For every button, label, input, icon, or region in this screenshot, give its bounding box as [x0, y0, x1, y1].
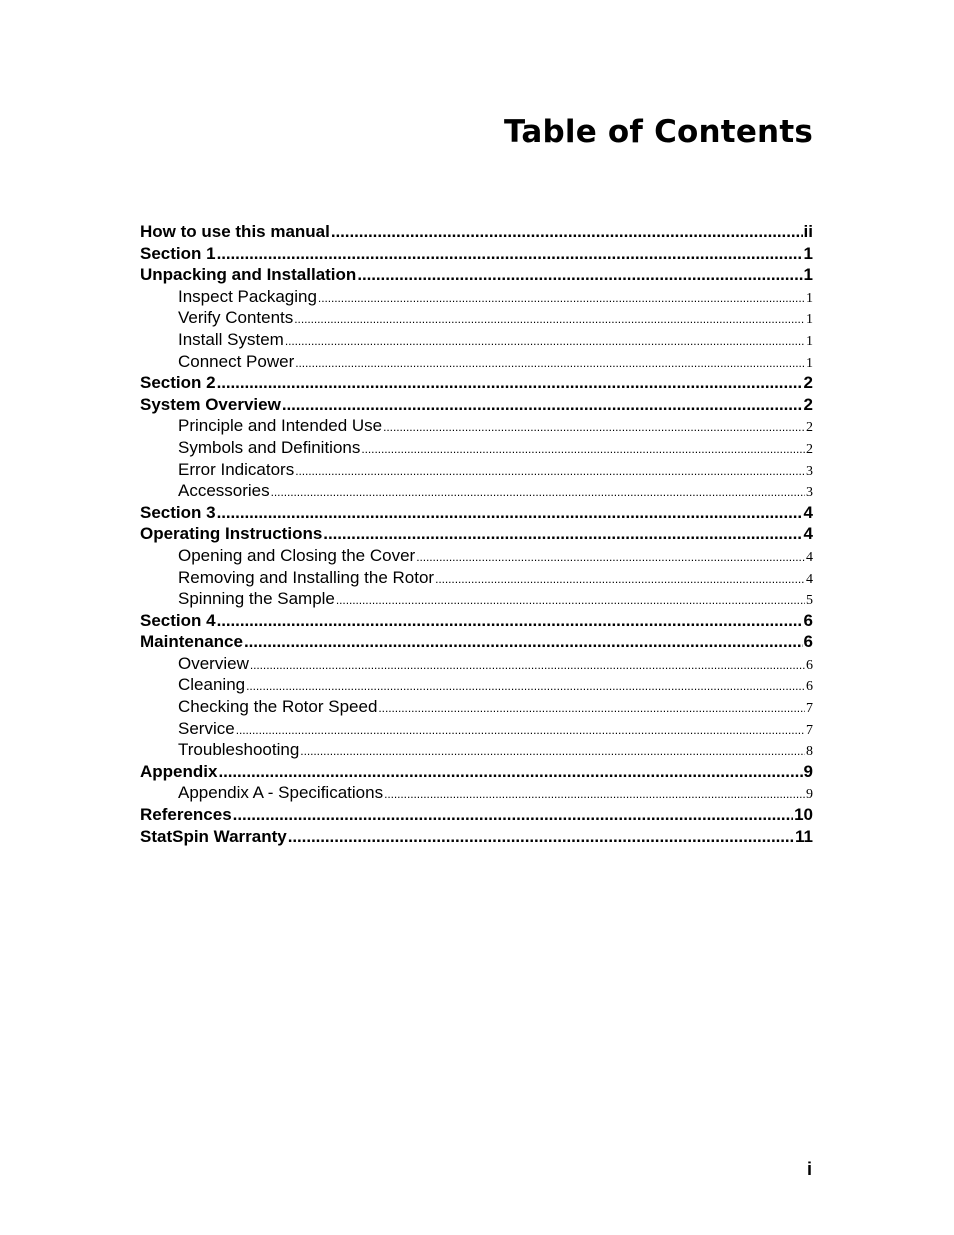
toc-dot-leader — [244, 631, 803, 653]
toc-entry[interactable] — [140, 588, 813, 610]
toc-dot-leader — [323, 523, 802, 545]
toc-dot-leader — [217, 502, 803, 524]
toc-dot-leader — [295, 351, 805, 373]
page-number: i — [806, 1159, 812, 1179]
toc-dot-leader — [282, 394, 803, 416]
toc-dot-leader — [336, 588, 805, 610]
toc-dot-leader — [217, 243, 803, 265]
toc-entry-label: Error Indicators — [178, 459, 295, 479]
toc-dot-leader — [250, 653, 805, 675]
toc-entry[interactable] — [140, 307, 813, 329]
toc-dot-leader — [294, 307, 805, 329]
toc-entry[interactable] — [140, 761, 813, 783]
toc-dot-leader — [318, 286, 805, 308]
toc-entry[interactable] — [140, 653, 813, 675]
toc-entry-page: 8 — [806, 744, 813, 760]
toc-entry[interactable] — [140, 826, 813, 848]
toc-entry-page: 6 — [806, 657, 813, 673]
toc-entry-label: Cleaning — [178, 675, 246, 695]
toc-entry-page: 4 — [803, 502, 813, 522]
toc-entry-label: Inspect Packaging — [178, 286, 317, 306]
toc-dot-leader — [285, 329, 805, 351]
toc-dot-leader — [288, 826, 794, 848]
toc-entry-page: 1 — [806, 355, 813, 371]
toc-entry-page: 6 — [803, 610, 813, 630]
toc-entry[interactable] — [140, 674, 813, 696]
toc-entry[interactable] — [140, 480, 813, 502]
toc-entry-label: Service — [178, 718, 235, 738]
toc-entry-label: Connect Power — [178, 351, 295, 371]
toc-entry-page: 1 — [803, 243, 813, 263]
toc-entry-label: How to use this manual — [140, 222, 330, 241]
toc-entry-page: 2 — [806, 441, 813, 457]
toc-dot-leader — [217, 372, 803, 394]
toc-dot-leader — [300, 739, 805, 761]
toc-entry-label: Symbols and Definitions — [178, 437, 361, 457]
toc-entry[interactable] — [140, 394, 813, 416]
toc-entry[interactable] — [140, 286, 813, 308]
toc-dot-leader — [357, 264, 802, 286]
toc-dot-leader — [416, 545, 805, 567]
toc-entry-label: Opening and Closing the Cover — [178, 545, 416, 565]
toc-entry[interactable] — [140, 567, 813, 589]
toc-dot-leader — [435, 567, 805, 589]
toc-entry-label: Overview — [178, 653, 249, 673]
toc-entry-page: 7 — [806, 701, 813, 717]
toc-entry-label: Spinning the Sample — [178, 589, 335, 609]
toc-entry-page: 6 — [803, 632, 813, 652]
toc-entry[interactable] — [140, 545, 813, 567]
toc-entry[interactable] — [140, 459, 813, 481]
toc-entry[interactable] — [140, 610, 813, 632]
toc-dot-leader — [236, 718, 805, 740]
toc-entry[interactable] — [140, 718, 813, 740]
toc-entry-label: Accessories — [178, 481, 270, 501]
toc-entry-label: Maintenance — [140, 632, 243, 652]
toc-entry-label: Section 2 — [140, 373, 216, 393]
table-of-contents — [140, 221, 813, 847]
toc-entry-page: 10 — [794, 805, 813, 825]
toc-entry[interactable] — [140, 372, 813, 394]
toc-entry-label: Unpacking and Installation — [140, 265, 357, 285]
toc-entry-label: Appendix — [140, 761, 218, 781]
toc-dot-leader — [217, 610, 803, 632]
toc-entry-label: Section 1 — [140, 243, 216, 263]
toc-entry-label: System Overview — [140, 394, 281, 414]
toc-entry-label: Section 3 — [140, 502, 216, 522]
toc-entry-page: 6 — [806, 679, 813, 695]
toc-dot-leader — [233, 804, 793, 826]
toc-entry-label: References — [140, 805, 232, 825]
toc-entry[interactable] — [140, 782, 813, 804]
toc-entry[interactable] — [140, 696, 813, 718]
toc-entry-label: StatSpin Warranty — [140, 826, 287, 846]
toc-dot-leader — [378, 696, 805, 718]
toc-dot-leader — [383, 415, 805, 437]
toc-entry[interactable] — [140, 502, 813, 524]
toc-entry-label: Operating Instructions — [140, 524, 323, 544]
toc-dot-leader — [246, 674, 805, 696]
page-title: Table of Contents — [504, 114, 813, 150]
toc-dot-leader — [361, 437, 805, 459]
toc-entry-page: 9 — [806, 787, 813, 803]
toc-entry[interactable] — [140, 415, 813, 437]
toc-dot-leader — [331, 221, 803, 243]
toc-entry-label: Install System — [178, 329, 284, 349]
toc-entry-label: Removing and Installing the Rotor — [178, 567, 435, 587]
toc-entry-page: 2 — [803, 373, 813, 393]
toc-entry[interactable] — [140, 437, 813, 459]
toc-entry-label: Verify Contents — [178, 308, 294, 328]
toc-entry-page: 3 — [806, 485, 813, 501]
toc-entry-page: 5 — [806, 593, 813, 609]
toc-entry-page: 4 — [803, 524, 813, 544]
toc-entry[interactable] — [140, 631, 813, 653]
toc-dot-leader — [295, 459, 805, 481]
toc-entry[interactable] — [140, 804, 813, 826]
toc-entry-page: 2 — [806, 420, 813, 436]
toc-entry-page: 3 — [806, 463, 813, 479]
toc-entry[interactable] — [140, 221, 813, 243]
toc-entry-label: Principle and Intended Use — [178, 416, 383, 436]
toc-entry-label: Checking the Rotor Speed — [178, 697, 378, 717]
toc-entry-page: 11 — [795, 826, 813, 846]
toc-entry-page: 2 — [803, 394, 813, 414]
toc-entry[interactable] — [140, 739, 813, 761]
toc-entry-page: 1 — [806, 312, 813, 328]
toc-dot-leader — [384, 782, 805, 804]
toc-entry-page: 1 — [803, 265, 813, 285]
toc-entry-label: Section 4 — [140, 610, 216, 630]
toc-entry[interactable] — [140, 523, 813, 545]
toc-entry-page: 7 — [806, 722, 813, 738]
toc-entry-label: Troubleshooting — [178, 740, 300, 760]
toc-entry-page: 4 — [806, 571, 813, 587]
toc-entry-page: 1 — [806, 290, 813, 306]
toc-entry[interactable] — [140, 329, 813, 351]
toc-entry-page: 9 — [803, 761, 813, 781]
toc-entry[interactable] — [140, 243, 813, 265]
toc-entry-page: 1 — [806, 333, 813, 349]
toc-dot-leader — [271, 480, 805, 502]
toc-entry-page: 4 — [806, 549, 813, 565]
toc-entry[interactable] — [140, 264, 813, 286]
toc-entry[interactable] — [140, 351, 813, 373]
toc-entry-page: ii — [803, 222, 813, 241]
toc-entry-label: Appendix A - Specifications — [178, 783, 384, 803]
toc-dot-leader — [218, 761, 802, 783]
